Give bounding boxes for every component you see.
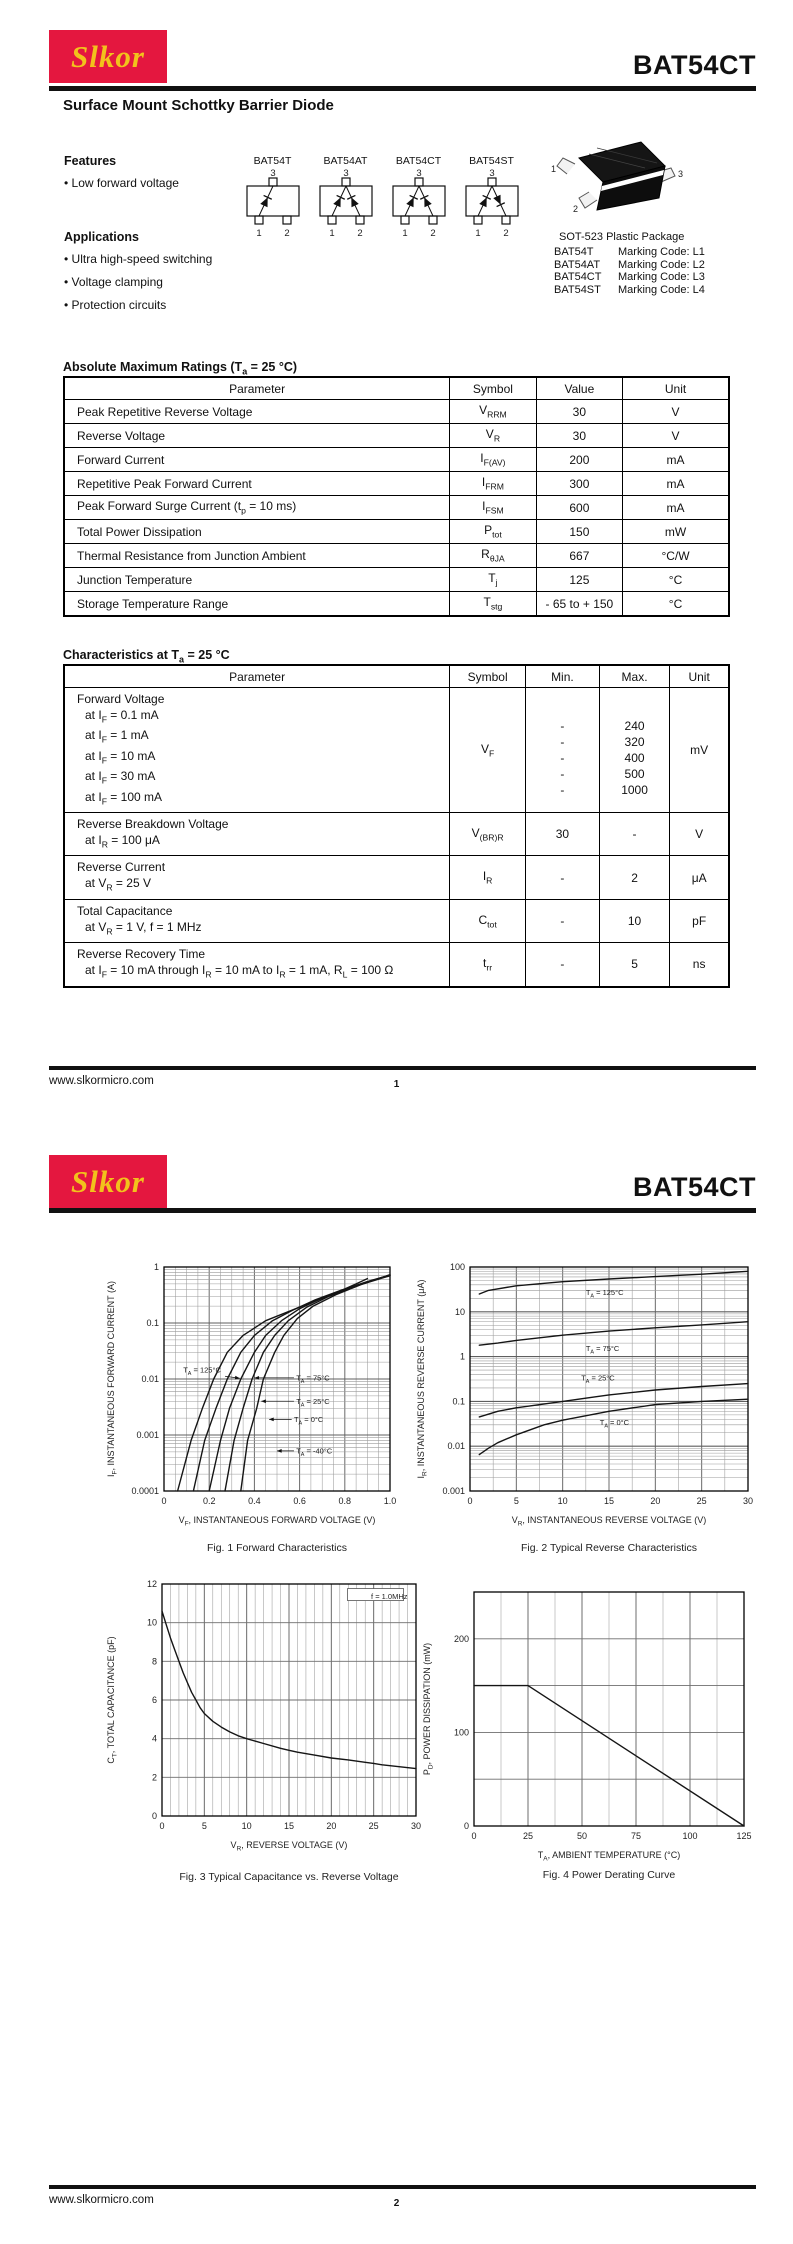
svg-text:2: 2 <box>429 228 436 239</box>
svg-text:f = 1.0MHz: f = 1.0MHz <box>371 1592 408 1602</box>
application-item: • Protection circuits <box>64 298 274 312</box>
cell-value: 300 <box>536 472 622 496</box>
svg-text:CT, TOTAL CAPACITANCE (pF): $C_T$, TOTAL CAPACITANCE (pF) <box>106 1636 119 1764</box>
svg-text:5: 5 <box>513 1496 519 1506</box>
column-header: Symbol <box>450 377 536 400</box>
brand-name: Slkor <box>71 1163 145 1199</box>
column-header: Unit <box>670 665 729 688</box>
svg-text:1: 1 <box>328 228 335 239</box>
svg-text:1: 1 <box>401 228 408 239</box>
table-row <box>64 688 729 813</box>
characteristics-table <box>63 664 730 988</box>
svg-text:2: 2 <box>502 228 509 239</box>
page-number: 1 <box>393 1079 400 1090</box>
cell-symbol: $I_{F(AV)}$ <box>450 448 536 472</box>
svg-text:1: 1 <box>153 1262 159 1272</box>
svg-text:VR, REVERSE VOLTAGE (V): $V_R$, REVERSE VOLTAGE (V) <box>230 1840 348 1853</box>
footer-url[interactable]: www.slkormicro.com <box>49 1075 154 1087</box>
svg-text:TA = 125°C: $T_A = 125^\circ C$ <box>585 1287 624 1300</box>
svg-text:3: 3 <box>678 169 684 179</box>
cell-symbol: $V_{(BR)R}$ <box>450 812 526 855</box>
cell-unit: V <box>623 400 729 424</box>
features-heading: Features <box>64 154 117 168</box>
svg-text:IR, INSTANTANEOUS REVERSE CURR: $I_R$, INSTANTANEOUS REVERSE CURRENT (μA) <box>416 1279 429 1479</box>
svg-text:30: 30 <box>742 1496 754 1506</box>
package-diagram-bat54ct <box>382 156 455 256</box>
package-name: BAT54CT <box>395 155 442 167</box>
svg-text:1.0: 1.0 <box>383 1496 397 1506</box>
svg-text:0.001: 0.001 <box>442 1486 465 1496</box>
svg-text:10: 10 <box>146 1617 157 1628</box>
cell-unit: °C/W <box>623 544 729 568</box>
table-row <box>64 496 729 520</box>
sot523-package-image <box>545 136 695 222</box>
svg-text:25: 25 <box>696 1496 707 1506</box>
doc-title: Surface Mount Schottky Barrier Diode <box>63 97 334 114</box>
svg-text:0: 0 <box>151 1811 157 1821</box>
column-header: Parameter <box>64 377 450 400</box>
features-list <box>64 176 254 190</box>
features-section <box>64 154 254 199</box>
package-3d-block <box>545 136 770 296</box>
svg-text:TA = 125°C: $T_A = 125^\circ C$ <box>183 1365 221 1377</box>
svg-text:15: 15 <box>603 1496 615 1506</box>
header-rule <box>49 1208 756 1213</box>
footer-rule <box>49 1066 756 1070</box>
cell-parameter: Total Capacitance at $V_R = 1$ V, f = 1 MHz <box>64 899 450 942</box>
table-row <box>64 856 729 899</box>
cell-symbol: $R_{\theta JA}$ <box>450 544 536 568</box>
table-row <box>64 568 729 592</box>
column-header: Parameter <box>64 665 450 688</box>
application-item: • Voltage clamping <box>64 275 274 289</box>
svg-text:VR, INSTANTANEOUS REVERSE VOLT: $V_R$, INSTANTANEOUS REVERSE VOLTAGE (V) <box>511 1515 707 1528</box>
cell-value: 30 <box>536 424 622 448</box>
cell-parameter: Total Power Dissipation <box>64 520 450 544</box>
cell-unit: mW <box>623 520 729 544</box>
cell-unit: V <box>623 424 729 448</box>
cell-unit: mV <box>670 688 729 813</box>
column-header: Max. <box>599 665 669 688</box>
column-header: Min. <box>526 665 600 688</box>
svg-text:2: 2 <box>356 228 363 239</box>
svg-text:100: 100 <box>453 1727 469 1738</box>
svg-text:20: 20 <box>650 1496 661 1506</box>
svg-text:1: 1 <box>551 164 557 174</box>
svg-text:0.001: 0.001 <box>136 1430 159 1440</box>
svg-text:Fig. 4 Power Derating Curve: Fig. 4 Power Derating Curve <box>542 1869 676 1881</box>
characteristics-heading: Characteristics at $T_a = 25$ °C <box>63 648 230 665</box>
svg-text:100: 100 <box>682 1831 698 1841</box>
svg-text:10: 10 <box>557 1496 568 1506</box>
table-row <box>64 424 729 448</box>
table-row <box>64 943 729 987</box>
svg-text:10: 10 <box>241 1821 252 1831</box>
column-header: Value <box>536 377 622 400</box>
cell-min: - <box>526 856 600 899</box>
cell-symbol: $V_R$ <box>450 424 536 448</box>
cell-value: 600 <box>536 496 622 520</box>
cell-parameter: Peak Forward Surge Current ($t_p = 10$ ms) <box>64 496 450 520</box>
brand-logo <box>49 30 167 83</box>
svg-text:TA = 25°C: $T_A = 25^\circ C$ <box>581 1373 615 1386</box>
svg-text:15: 15 <box>283 1821 295 1831</box>
table-row <box>64 592 729 617</box>
cell-symbol: $I_{FRM}$ <box>450 472 536 496</box>
cell-unit: μA <box>670 856 729 899</box>
product-title: BAT54CT <box>632 50 756 80</box>
cell-parameter: Reverse Voltage <box>64 424 450 448</box>
cell-value: 200 <box>536 448 622 472</box>
svg-text:2: 2 <box>151 1772 157 1783</box>
cell-min: - <box>526 899 600 942</box>
applications-heading: Applications <box>64 230 140 244</box>
svg-text:10: 10 <box>454 1306 465 1317</box>
header-rule <box>49 86 756 91</box>
cell-min: 30 <box>526 812 600 855</box>
cell-max: 2 <box>599 856 669 899</box>
cell-max: 10 <box>599 899 669 942</box>
table-row <box>64 520 729 544</box>
cell-unit: ns <box>670 943 729 987</box>
svg-text:3: 3 <box>488 168 495 179</box>
cell-min: - - - - - <box>526 688 600 813</box>
package-diagrams-row <box>236 156 536 256</box>
svg-text:0.4: 0.4 <box>248 1496 261 1506</box>
figure-1-forward-characteristics <box>100 1257 402 1559</box>
cell-parameter: Reverse Recovery Time at $I_F = 10$ mA through $I_R = 10$ mA to $I_R = 1$ mA, $R_L = 100$ Ω <box>64 943 450 987</box>
cell-symbol: $T_{stg}$ <box>450 592 536 617</box>
svg-text:0.01: 0.01 <box>447 1441 465 1452</box>
svg-text:0: 0 <box>467 1496 473 1506</box>
cell-value: 150 <box>536 520 622 544</box>
footer-url[interactable]: www.slkormicro.com <box>49 2194 154 2206</box>
cell-max: 5 <box>599 943 669 987</box>
svg-text:200: 200 <box>453 1633 469 1644</box>
svg-text:0: 0 <box>471 1831 477 1841</box>
svg-text:25: 25 <box>522 1831 534 1841</box>
cell-symbol: $C_{tot}$ <box>450 899 526 942</box>
svg-text:TA = 25°C: $T_A = 25^\circ C$ <box>296 1396 330 1409</box>
column-header: Symbol <box>450 665 526 688</box>
package-diagram-bat54at <box>309 156 382 256</box>
product-title: BAT54CT <box>632 1172 756 1202</box>
cell-parameter: Reverse Breakdown Voltage at $I_R = 100$ μA <box>64 812 450 855</box>
svg-text:3: 3 <box>415 168 422 179</box>
svg-text:12: 12 <box>146 1579 157 1589</box>
cell-value: 667 <box>536 544 622 568</box>
column-header: Unit <box>623 377 729 400</box>
package-name: BAT54AT <box>323 155 368 167</box>
svg-text:4: 4 <box>151 1733 157 1744</box>
svg-text:Fig. 3 Typical Capacitance vs: Fig. 3 Typical Capacitance vs. Reverse Voltage <box>179 1871 399 1883</box>
cell-max: - <box>599 812 669 855</box>
table-row <box>64 899 729 942</box>
table-row <box>64 544 729 568</box>
abs-max-heading: Absolute Maximum Ratings ($T_a = 25$ °C) <box>63 360 298 377</box>
figure-3-capacitance-vs-voltage <box>100 1570 432 1888</box>
svg-text:VF, INSTANTANEOUS FORWARD VOLT: $V_F$, INSTANTANEOUS FORWARD VOLTAGE (V) <box>178 1515 376 1528</box>
brand-name: Slkor <box>71 38 145 74</box>
footer-rule <box>49 2185 756 2189</box>
package-name: BAT54ST <box>469 155 514 167</box>
cell-parameter: Junction Temperature <box>64 568 450 592</box>
cell-unit: pF <box>670 899 729 942</box>
svg-text:0: 0 <box>463 1821 469 1831</box>
cell-min: - <box>526 943 600 987</box>
cell-unit: °C <box>623 592 729 617</box>
svg-text:25: 25 <box>368 1821 379 1831</box>
svg-text:5: 5 <box>201 1821 207 1831</box>
cell-unit: mA <box>623 472 729 496</box>
svg-text:3: 3 <box>269 168 276 179</box>
figure-2-reverse-characteristics <box>412 1257 764 1559</box>
cell-parameter: Storage Temperature Range <box>64 592 450 617</box>
svg-text:0.6: 0.6 <box>293 1496 306 1506</box>
cell-unit: mA <box>623 448 729 472</box>
marking-codes <box>554 246 770 296</box>
svg-text:0.0001: 0.0001 <box>131 1486 159 1496</box>
cell-parameter: Thermal Resistance from Junction Ambient <box>64 544 450 568</box>
svg-text:TA = 0°C: $T_A = 0^\circ C$ <box>293 1414 324 1427</box>
svg-text:100: 100 <box>449 1262 465 1272</box>
table-row <box>64 448 729 472</box>
svg-text:0.1: 0.1 <box>146 1318 159 1328</box>
cell-unit: V <box>670 812 729 855</box>
package-schematic <box>314 167 378 249</box>
table-row <box>64 400 729 424</box>
marking-code-line: BAT54AT Marking Code: L2 <box>554 258 705 271</box>
svg-text:TA, AMBIENT TEMPERATURE (°C): $T_A$, AMBIENT TEMPERATURE (°C) <box>537 1850 681 1863</box>
svg-text:0.1: 0.1 <box>452 1396 465 1407</box>
figure-4-power-derating <box>418 1580 770 1886</box>
svg-text:PD, POWER DISSIPATION (mW): $P_D$, POWER DISSIPATION (mW) <box>422 1642 435 1776</box>
svg-text:0.2: 0.2 <box>202 1496 216 1506</box>
cell-symbol: $I_{FSM}$ <box>450 496 536 520</box>
abs-max-table <box>63 376 730 617</box>
package-schematic <box>387 167 451 249</box>
svg-text:50: 50 <box>576 1831 588 1841</box>
svg-text:1: 1 <box>474 228 481 239</box>
cell-value: 125 <box>536 568 622 592</box>
applications-list <box>64 252 274 312</box>
package-caption: SOT-523 Plastic Package <box>559 231 685 243</box>
svg-text:0.8: 0.8 <box>338 1496 352 1506</box>
brand-logo <box>49 1155 167 1208</box>
package-name: BAT54T <box>253 155 292 167</box>
page-number: 2 <box>393 2198 400 2209</box>
svg-text:20: 20 <box>326 1821 337 1831</box>
cell-symbol: $V_F$ <box>450 688 526 813</box>
svg-text:Fig. 2 Typical Reverse Charac: Fig. 2 Typical Reverse Characteristics <box>520 1542 698 1554</box>
svg-text:3: 3 <box>342 168 349 179</box>
cell-value: 30 <box>536 400 622 424</box>
svg-text:125: 125 <box>736 1831 752 1841</box>
svg-text:TA = 75°C: $T_A = 75^\circ C$ <box>296 1373 330 1385</box>
svg-text:TA = 0°C: $T_A = 0^\circ C$ <box>599 1417 630 1430</box>
svg-text:TA = -40°C: $T_A = -40^\circ C$ <box>296 1446 333 1458</box>
svg-text:0: 0 <box>161 1496 167 1506</box>
svg-text:1: 1 <box>255 228 262 239</box>
cell-parameter: Peak Repetitive Reverse Voltage <box>64 400 450 424</box>
cell-unit: °C <box>623 568 729 592</box>
svg-text:TA = 75°C: $T_A = 75^\circ C$ <box>585 1344 620 1356</box>
marking-code-line: BAT54ST Marking Code: L4 <box>554 283 705 296</box>
svg-text:2: 2 <box>283 228 290 239</box>
table-row <box>64 472 729 496</box>
application-item: • Ultra high-speed switching <box>64 252 274 266</box>
feature-item: • Low forward voltage <box>64 176 254 190</box>
cell-symbol: $P_{tot}$ <box>450 520 536 544</box>
cell-unit: mA <box>623 496 729 520</box>
cell-parameter: Forward Voltage at $I_F = 0.1$ mA at $I_F = 1$ mA at $I_F = 10$ mA at $I_F = 30$ mA at $I_F = 100$ mA <box>64 688 450 813</box>
svg-text:2: 2 <box>573 204 579 214</box>
cell-parameter: Repetitive Peak Forward Current <box>64 472 450 496</box>
svg-text:1: 1 <box>459 1351 465 1362</box>
svg-text:0.01: 0.01 <box>141 1374 159 1384</box>
cell-max: 240 320 400 500 1000 <box>599 688 669 813</box>
applications-section <box>64 230 274 321</box>
marking-code-line: BAT54CT Marking Code: L3 <box>554 271 705 283</box>
page-2 <box>0 1122 793 2244</box>
svg-text:Fig. 1 Forward Characteristic: Fig. 1 Forward Characteristics <box>206 1542 348 1554</box>
package-schematic <box>460 167 524 249</box>
package-diagram-bat54st <box>455 156 528 256</box>
cell-value: - 65 to + 150 <box>536 592 622 617</box>
svg-text:30: 30 <box>410 1821 422 1831</box>
table-row <box>64 812 729 855</box>
cell-symbol: $t_{rr}$ <box>450 943 526 987</box>
svg-text:IF, INSTANTANEOUS FORWARD CURR: $I_F$, INSTANTANEOUS FORWARD CURRENT (A) <box>106 1281 119 1477</box>
cell-symbol: $T_j$ <box>450 568 536 592</box>
marking-code-line: BAT54T Marking Code: L1 <box>554 246 705 258</box>
cell-parameter: Reverse Current at $V_R = 25$ V <box>64 856 450 899</box>
svg-text:6: 6 <box>151 1695 157 1705</box>
cell-symbol: $V_{RRM}$ <box>450 400 536 424</box>
svg-text:8: 8 <box>151 1656 157 1667</box>
svg-text:0: 0 <box>159 1821 165 1831</box>
cell-parameter: Forward Current <box>64 448 450 472</box>
cell-symbol: $I_R$ <box>450 856 526 899</box>
svg-text:75: 75 <box>630 1831 642 1841</box>
